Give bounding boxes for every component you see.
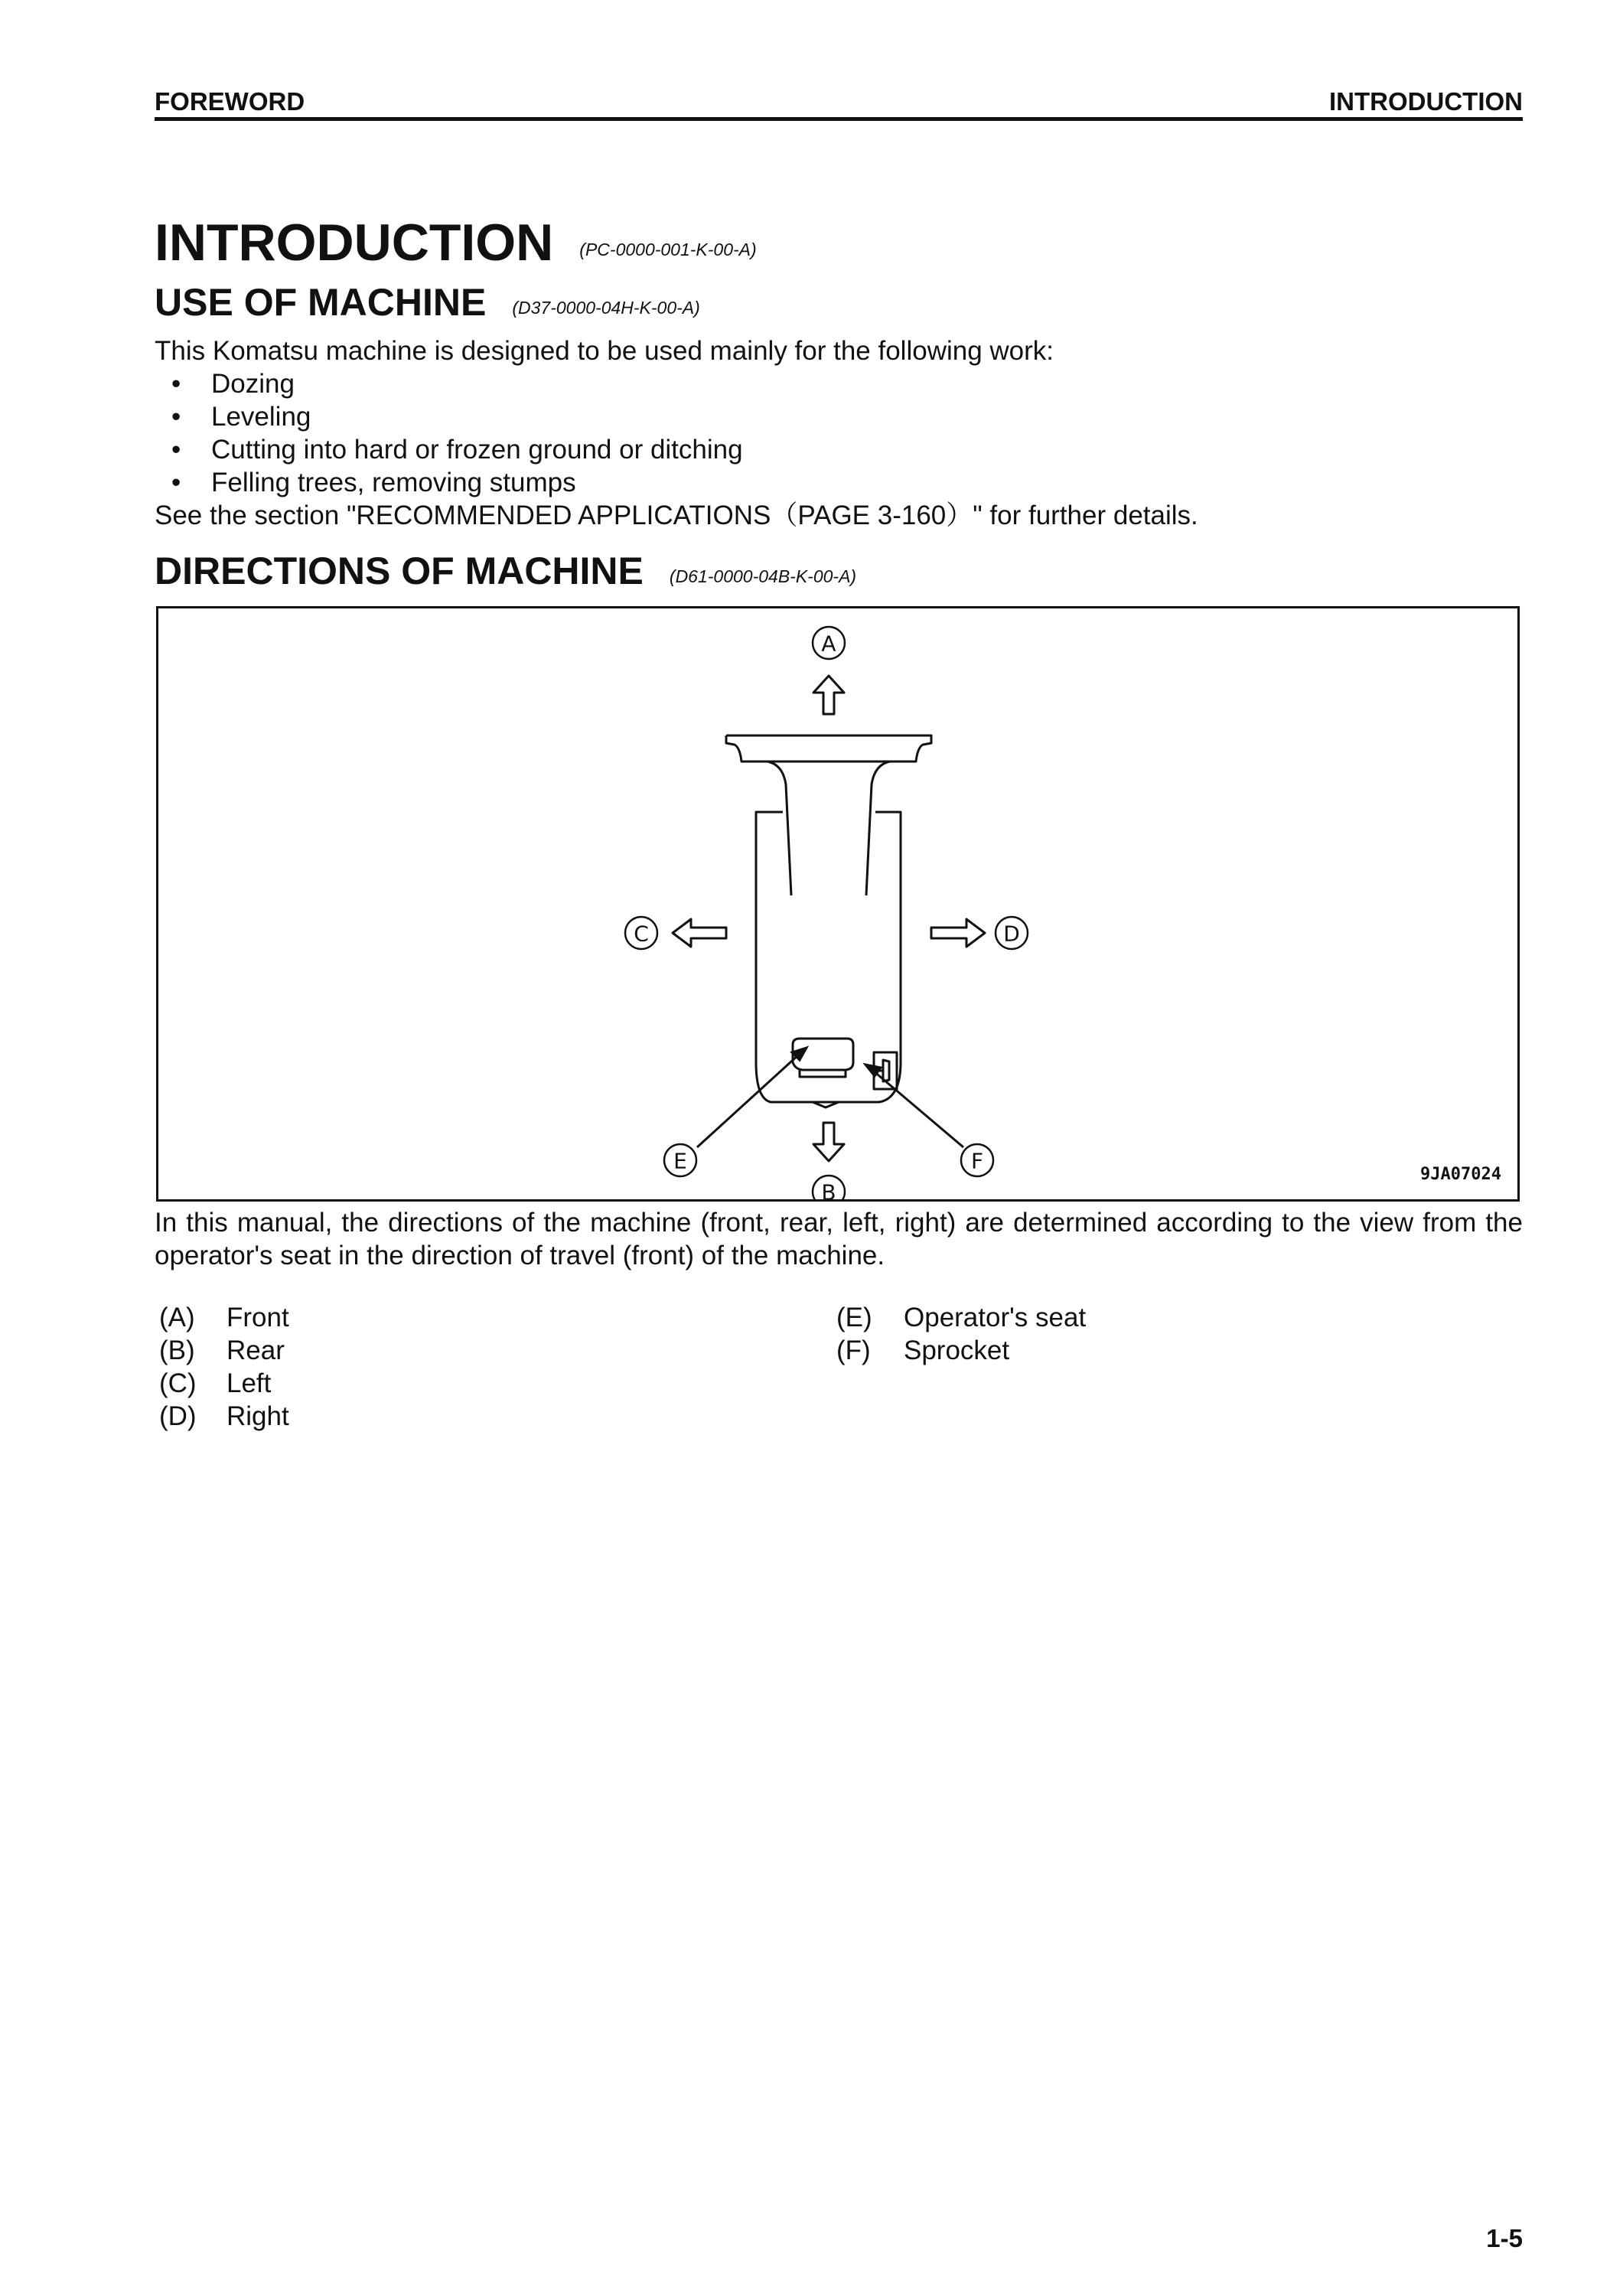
use-of-machine-code: (D37-0000-04H-K-00-A) [512, 298, 700, 318]
label-a: A [821, 631, 836, 657]
directions-heading [155, 549, 856, 593]
legend-right [836, 1301, 1086, 1367]
right-track-outline [875, 812, 901, 1062]
introduction-heading [155, 213, 757, 272]
legend-item: (E) Operator's seat [836, 1303, 1087, 1332]
leader-line-f [873, 1071, 963, 1147]
legend-item: (F) Sprocket [836, 1336, 1010, 1365]
figure-id: 9JA07024 [1420, 1165, 1501, 1184]
list-item: • Dozing [171, 369, 295, 399]
label-b: B [821, 1179, 836, 1199]
legend-item: (B) Rear [159, 1336, 285, 1365]
blade-left-outline [726, 735, 791, 895]
label-d: D [1003, 921, 1020, 947]
legend-item: (C) Left [159, 1368, 272, 1398]
work-list [155, 367, 743, 499]
list-item: • Felling trees, removing stumps [171, 468, 576, 497]
left-track-outline [756, 812, 783, 1062]
introduction-title: INTRODUCTION [155, 214, 554, 272]
arrow-up-icon [813, 676, 844, 714]
see-also-text: See the section "RECOMMENDED APPLICATIONS（PAGE 3-160）" for further details. [155, 501, 1198, 530]
label-c: C [634, 921, 649, 947]
use-intro-text: This Komatsu machine is designed to be used mainly for the following work: [155, 336, 1054, 366]
label-f: F [970, 1148, 984, 1174]
introduction-code: (PC-0000-001-K-00-A) [579, 240, 757, 259]
directions-code: (D61-0000-04B-K-00-A) [669, 566, 857, 586]
directions-figure [156, 606, 1520, 1202]
running-header-left: FOREWORD [155, 87, 305, 116]
bullet-icon: • [171, 435, 181, 465]
machine-top-view-diagram [158, 608, 1517, 1199]
legend-left [159, 1301, 289, 1433]
label-e: E [673, 1148, 687, 1174]
page-number: 1-5 [1486, 2224, 1523, 2252]
use-of-machine-title: USE OF MACHINE [155, 281, 487, 324]
list-item: • Cutting into hard or frozen ground or ditching [171, 435, 743, 465]
header-rule [155, 117, 1523, 121]
arrow-right-icon [931, 919, 985, 947]
bullet-icon: • [171, 468, 181, 497]
legend-item: (D) Right [159, 1401, 289, 1431]
arrow-left-icon [673, 919, 726, 947]
bullet-icon: • [171, 369, 181, 399]
running-header-right: INTRODUCTION [1329, 87, 1523, 116]
directions-title: DIRECTIONS OF MACHINE [155, 550, 644, 592]
use-of-machine-heading [155, 280, 700, 325]
directions-description: In this manual, the directions of the machine (front, rear, left, right) are determined according to the view from the operator's seat in the direction of travel (front) of the machine. [155, 1208, 1523, 1270]
legend-item: (A) Front [159, 1303, 289, 1332]
list-item: • Leveling [171, 402, 311, 432]
leader-line-e [697, 1054, 800, 1147]
bullet-icon: • [171, 402, 181, 432]
arrow-down-icon [813, 1123, 844, 1161]
